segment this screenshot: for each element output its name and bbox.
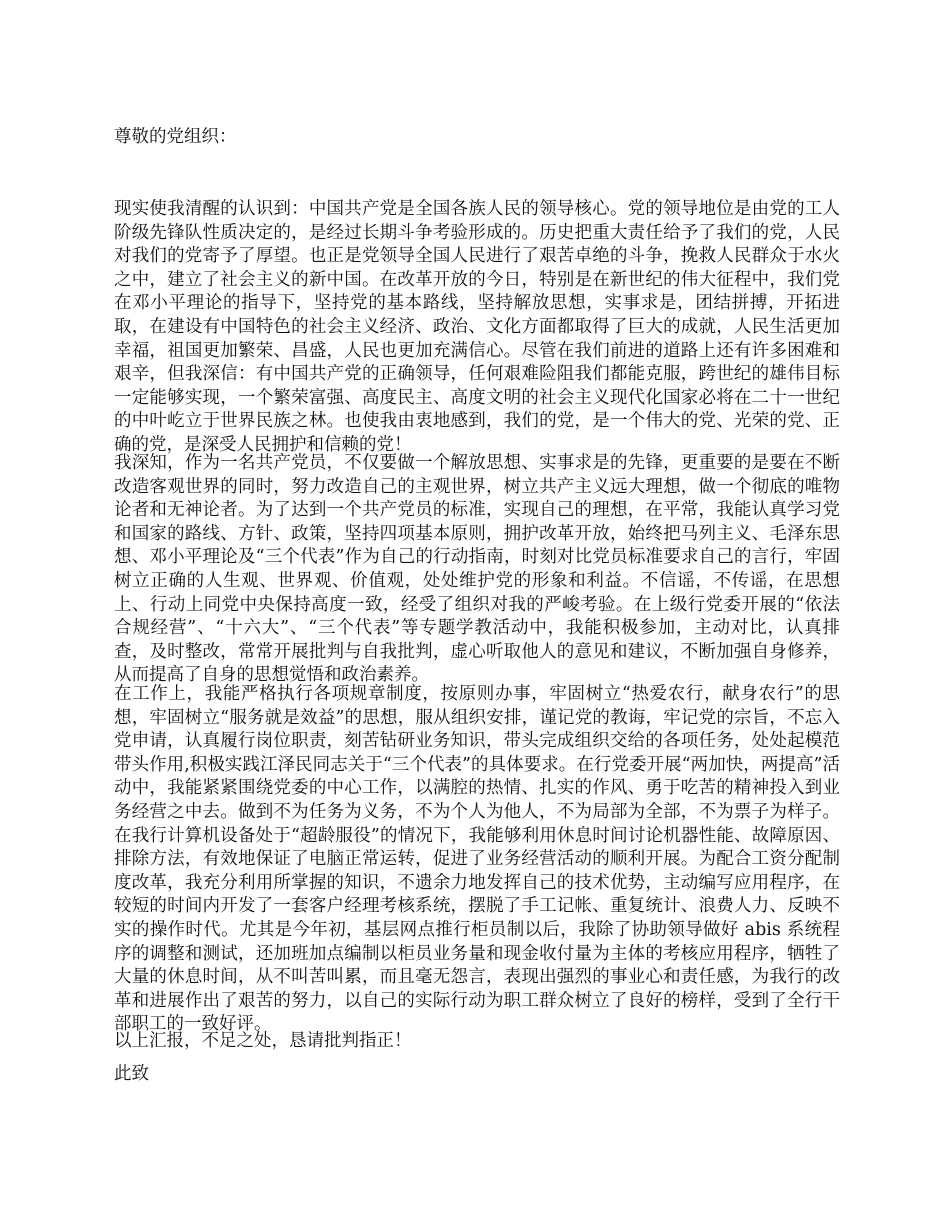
paragraph-work-performance: 在工作上，我能严格执行各项规章制度，按原则办事，牢固树立“热爱农行，献身农行”的思想，牢固树立“服务就是效益”的思想，服从组织安排，谨记党的教诲，牢记党的宗旨，不忘入党申请，认真履行岗位职责，刻苦钻研业务知识，带头完成组织交给的各项任务，处处起模范带头作用,积极实践江泽民同志关于“三个代表”的具体要求。在行党委开展“两加快，两提高”活动中，我能紧紧围绕党委的中心工作，以满腔的热情、扎实的作风、勇于吃苦的精神投入到业务经营之中去。做到不为任务为义务，不为个人为他人，不为局部为全部，不为票子为样子。在我行计算机设备处于“超龄服役”的情况下，我能够利用休息时间讨论机器性能、故障原因、排除方法，有效地保证了电脑正常运转，促进了业务经营活动的顺利开展。为配合工资分配制度改革，我充分利用所掌握的知识，不遗余力地发挥自己的技术优势，主动编写应用程序，在较短的时间内开发了一套客户经理考核系统，摆脱了手工记帐、重复统计、浪费人力、反映不实的操作时代。尤其是今年初，基层网点推行柜员制以后，我除了协助领导做好 abis 系统程序的调整和测试，还加班加点编制以柜员业务量和现金收付量为主体的考核应用程序，牺牲了大量的休息时间，从不叫苦叫累，而且毫无怨言，表现出强烈的事业心和责任感，为我行的改革和进展作出了艰苦的努力，以自己的实际行动为职工群众树立了良好的榜样，受到了全行干部职工的一致好评。 <box>114 684 840 1035</box>
paragraph-party-leadership: 现实使我清醒的认识到：中国共产党是全国各族人民的领导核心。党的领导地位是由党的工人阶级先锋队性质决定的，是经过长期斗争考验形成的。历史把重大责任给予了我们的党，人民对我们的党寄予了厚望。也正是党领导全国人民进行了艰苦卓绝的斗争，挽救人民群众于水火之中，建立了社会主义的新中国。在改革开放的今日，特别是在新世纪的伟大征程中，我们党在邓小平理论的指导下，坚持党的基本路线，坚持解放思想，实事求是，团结拼搏，开拓进取，在建设有中国特色的社会主义经济、政治、文化方面都取得了巨大的成就，人民生活更加幸福，祖国更加繁荣、昌盛，人民也更加充满信心。尽管在我们前进的道路上还有许多困难和艰辛，但我深信：有中国共产党的正确领导，任何艰难险阻我们都能克服，跨世纪的雄伟目标一定能够实现，一个繁荣富强、高度民主、高度文明的社会主义现代化国家必将在二十一世纪的中叶屹立于世界民族之林。也使我由衷地感到，我们的党，是一个伟大的党、光荣的党、正确的党，是深受人民拥护和信赖的党！ <box>114 199 840 455</box>
salutation: 尊敬的党组织： <box>114 127 237 147</box>
closing-line: 以上汇报，不足之处，恳请批判指正！ <box>114 1031 412 1051</box>
sign-off: 此致 <box>114 1064 149 1084</box>
paragraph-self-improvement: 我深知，作为一名共产党员，不仅要做一个解放思想、实事求是的先锋，更重要的是要在不断改造客观世界的同时，努力改造自己的主观世界，树立共产主义远大理想，做一个彻底的唯物论者和无神论者。为了达到一个共产党员的标准，实现自己的理想，在平常，我能认真学习党和国家的路线、方针、政策，坚持四项基本原则，拥护改革开放，始终把马列主义、毛泽东思想、邓小平理论及“三个代表”作为自己的行动指南，时刻对比党员标准要求自己的言行，牢固树立正确的人生观、世界观、价值观，处处维护党的形象和利益。不信谣，不传谣，在思想上、行动上同党中央保持高度一致，经受了组织对我的严峻考验。在上级行党委开展的“依法合规经营”、“十六大”、“三个代表”等专题学教活动中，我能积极参加，主动对比，认真排查，及时整改，常常开展批判与自我批判，虚心听取他人的意见和建议，不断加强自身修养，从而提高了自身的思想觉悟和政治素养。 <box>114 453 840 686</box>
